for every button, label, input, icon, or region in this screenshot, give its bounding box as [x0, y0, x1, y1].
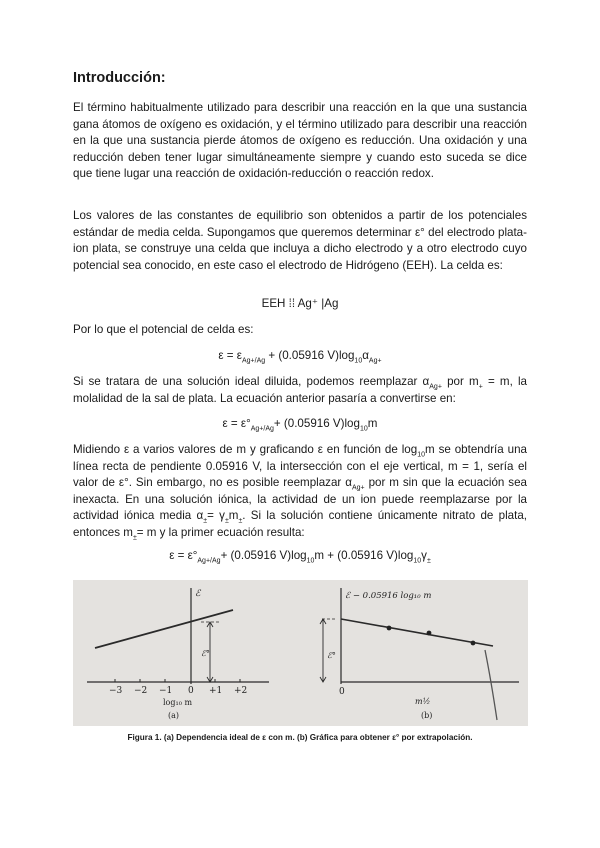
panel-a-caption: (a) — [168, 711, 180, 720]
panel-b-e0-label: ℰ° — [327, 651, 336, 660]
equation-3 — [73, 548, 527, 564]
p5-sub: 10 — [417, 451, 425, 459]
p5-sub: ± — [238, 517, 243, 525]
panel-b-y-label: ℰ − 0.05916 log₁₀ m — [345, 591, 432, 601]
paragraph-3: Por lo que el potencial de celda es: — [73, 323, 254, 336]
eq3-part: ε = ε° — [169, 549, 198, 562]
cell-notation: EEH ⁞⁞ Ag⁺ |Ag — [261, 297, 339, 310]
eq2-part: m — [367, 417, 378, 430]
eq1-part: α — [362, 349, 369, 362]
eq3-part: γ — [421, 549, 427, 562]
p5-part: = γ — [207, 509, 225, 523]
eq3-sub: 10 — [413, 557, 422, 565]
paragraph-4 — [73, 374, 527, 407]
panel-b-caption: (b) — [421, 711, 433, 720]
paragraph-1: El término habitualmente utilizado para describir una reacción en la que una sustancia gana átomos de oxígeno es oxidación, y el término utilizado para describir una reacción en la que una sustancia pierde átomos de oxígeno es reducción. Una oxidación y una reducción deben tener lugar simultáneamente siempre y cuando esto suceda se dice que tiene lugar una reacción de oxidación-reducción o reacción redox. — [73, 101, 527, 181]
p4-sub: + — [478, 383, 483, 391]
p5-sub: Ag+ — [351, 484, 365, 492]
figure-background — [73, 580, 528, 726]
panel-a-e0-label: ℰ° — [201, 649, 210, 658]
panel-a-x-label: log₁₀ m — [163, 698, 193, 707]
eq3-sub: Ag+/Ag — [197, 557, 221, 565]
eq1-sub: Ag+/Ag — [241, 357, 266, 365]
tick-label: 0 — [188, 686, 194, 696]
paragraph-2: Los valores de las constantes de equilibrio son obtenidos a partir de los potenciales estándar de media celda. Supongamos que queremos determinar ε° del electrodo plata-ion plata, se construye una celda que incluya a dicho electrodo y a otro electrodo cuyo potencial sea conocido, en este caso el electrodo de Hidrógeno (EEH). La celda es: — [73, 209, 527, 272]
p5-part: m se obtendría una línea recta de pendiente 0.05916 V, la intersección con el eje vertical, m = 1, sería el valor de ε°. Sin embargo, no es posible reemplazar α — [73, 443, 527, 490]
p5-sub: ± — [224, 517, 229, 525]
figure-caption: Figura 1. (a) Dependencia ideal de ε con m. (b) Gráfica para obtener ε° por extrapolación. — [127, 733, 473, 742]
panel-b-x-label: m½ — [415, 697, 431, 706]
p4-sub: Ag+ — [429, 383, 442, 391]
p4-part: por m — [441, 375, 479, 388]
tick-label: −1 — [159, 686, 173, 696]
eq2-part: ε = ε° — [222, 417, 251, 430]
eq1-sub: 10 — [354, 357, 363, 365]
eq2-sub: Ag+/Ag — [250, 425, 274, 433]
data-point — [471, 641, 476, 646]
panel-a-y-label: ℰ — [195, 589, 201, 599]
tick-label: +2 — [234, 686, 248, 696]
eq1-sub: Ag+ — [368, 357, 382, 365]
eq2-sub: 10 — [359, 425, 368, 433]
p4-part: = m, la molalidad de la sal de plata. La ecuación anterior pasaría a convertirse en: — [73, 375, 528, 405]
eq3-sub: ± — [426, 557, 431, 565]
eq2-part: + (0.05916 V)log — [273, 417, 360, 430]
eq1-part: ε = ε — [218, 349, 242, 362]
eq3-part: + (0.05916 V)log — [220, 549, 307, 562]
p5-part: Midiendo ε a varios valores de m y graficando ε en función de log — [73, 443, 418, 456]
eq3-sub: 10 — [306, 557, 315, 565]
equation-2 — [73, 416, 527, 432]
tick-label: −2 — [134, 686, 148, 696]
figure-1 — [73, 580, 528, 726]
data-point — [427, 631, 432, 636]
paragraph-5 — [73, 442, 527, 542]
tick-label: −3 — [109, 686, 123, 696]
p5-part: . Si la solución contiene únicamente nitrato de plata, entonces m — [73, 509, 527, 539]
data-point — [387, 626, 392, 631]
p5-sub: ± — [132, 534, 137, 542]
equation-1 — [73, 348, 527, 364]
p5-part: por m sin que la ecuación sea inexacta. En una solución iónica, la actividad de un ion puede reemplazarse por la actividad iónica media α — [73, 476, 527, 523]
panel-b-origin-label: 0 — [339, 687, 345, 697]
p5-sub: ± — [203, 517, 208, 525]
p5-part: = m y la primer ecuación resulta: — [136, 525, 305, 539]
p5-part: m — [228, 509, 239, 523]
tick-label: +1 — [209, 686, 223, 696]
eq1-part: + (0.05916 V)log — [265, 349, 355, 362]
p4-part: Si se tratara de una solución ideal diluida, podemos reemplazar α — [73, 375, 430, 388]
eq3-part: m + (0.05916 V)log — [314, 549, 414, 562]
section-title: Introducción: — [73, 70, 166, 86]
